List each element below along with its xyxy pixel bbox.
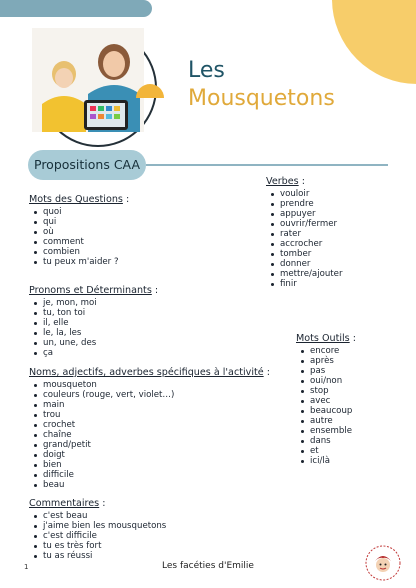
list-item: couleurs (rouge, vert, violet…) <box>43 390 270 400</box>
questions-heading: Mots des Questions <box>29 194 123 205</box>
yellow-circle-decoration <box>332 0 416 84</box>
title-line-2: Mousquetons <box>188 86 335 111</box>
list-item: oui/non <box>310 376 356 386</box>
list-item: mettre/ajouter <box>280 269 343 279</box>
list-item: rater <box>280 229 342 239</box>
list-item: tu as réussi <box>43 551 166 561</box>
list-item: il, elle <box>43 318 158 328</box>
brand-logo-icon <box>364 544 402 582</box>
nouns-heading: Noms, adjectifs, adverbes spécifiques à l'activité <box>29 367 264 378</box>
list-item: appuyer <box>280 209 342 219</box>
list-item: bien <box>43 460 270 470</box>
list-item: combien <box>43 247 129 257</box>
list-item: tu, ton toi <box>43 308 158 318</box>
list-item: tu es très fort <box>43 541 166 551</box>
footer-text: Les facéties d'Emilie <box>162 561 254 571</box>
verbs-list <box>266 189 342 289</box>
list-item: dans <box>310 436 356 446</box>
list-item: doigt <box>43 450 270 460</box>
list-item: autre <box>310 416 356 426</box>
questions-section: Mots des Questions : quoi qui où comment combien tu peux m'aider ? <box>29 194 130 267</box>
list-item: j'aime bien les mousquetons <box>43 521 167 531</box>
list-item: accrocher <box>280 239 342 249</box>
list-item: encore <box>310 346 356 356</box>
list-item: tu peux m'aider ? <box>43 257 129 267</box>
header-photo <box>28 24 168 148</box>
comments-section: Commentaires : c'est beau j'aime bien les mousquetons c'est difficile tu es très fort tu as réussi <box>29 498 167 561</box>
list-item: avec <box>310 396 356 406</box>
list-item: pas <box>310 366 356 376</box>
page-number: 1 <box>24 563 29 571</box>
list-item: comment <box>43 237 129 247</box>
list-item: quoi <box>43 207 129 217</box>
list-item: mousqueton <box>43 380 270 390</box>
list-item: et <box>310 446 356 456</box>
list-item: beaucoup <box>310 406 356 416</box>
list-item: difficile <box>43 470 270 480</box>
list-item: donner <box>280 259 342 269</box>
verbs-heading: Verbes <box>266 176 299 187</box>
questions-list <box>29 207 129 267</box>
nouns-section: Noms, adjectifs, adverbes spécifiques à l'activité : mousqueton couleurs (rouge, vert, violet…) main trou crochet chaîne grand/petit doigt bien difficile beau <box>29 367 270 490</box>
verbs-section: Verbes : vouloir prendre appuyer ouvrir/fermer rater accrocher tomber donner mettre/ajouter finir <box>266 176 343 289</box>
list-item: après <box>310 356 356 366</box>
list-item: finir <box>280 279 342 289</box>
comments-heading: Commentaires <box>29 498 100 509</box>
top-bar-decoration <box>0 0 152 17</box>
list-item: trou <box>43 410 270 420</box>
section-divider <box>146 164 388 166</box>
list-item: tomber <box>280 249 342 259</box>
list-item: main <box>43 400 270 410</box>
list-item: qui <box>43 217 129 227</box>
pronouns-list <box>29 298 158 358</box>
list-item: où <box>43 227 129 237</box>
list-item: chaîne <box>43 430 270 440</box>
list-item: un, une, des <box>43 338 158 348</box>
list-item: c'est beau <box>43 511 166 521</box>
list-item: stop <box>310 386 356 396</box>
section-title: Propositions CAA <box>34 157 141 172</box>
pronouns-section: Pronoms et Déterminants : je, mon, moi tu, ton toi il, elle le, la, les un, une, des ça <box>29 285 159 358</box>
list-item: grand/petit <box>43 440 270 450</box>
list-item: ça <box>43 348 158 358</box>
list-item: ensemble <box>310 426 356 436</box>
list-item: je, mon, moi <box>43 298 158 308</box>
list-item: ouvrir/fermer <box>280 219 342 229</box>
list-item: crochet <box>43 420 270 430</box>
comments-list <box>29 511 166 561</box>
list-item: ici/là <box>310 456 356 466</box>
title-line-1: Les <box>188 58 225 83</box>
tools-heading: Mots Outils <box>296 333 350 344</box>
photo-illustration <box>28 24 168 148</box>
list-item: vouloir <box>280 189 342 199</box>
tools-list <box>296 346 356 466</box>
list-item: beau <box>43 480 270 490</box>
list-item: c'est difficile <box>43 531 166 541</box>
nouns-list <box>29 380 270 490</box>
list-item: prendre <box>280 199 342 209</box>
tools-section: Mots Outils : encore après pas oui/non stop avec beaucoup autre ensemble dans et ici/là <box>296 333 356 466</box>
list-item: le, la, les <box>43 328 158 338</box>
pronouns-heading: Pronoms et Déterminants <box>29 285 152 296</box>
